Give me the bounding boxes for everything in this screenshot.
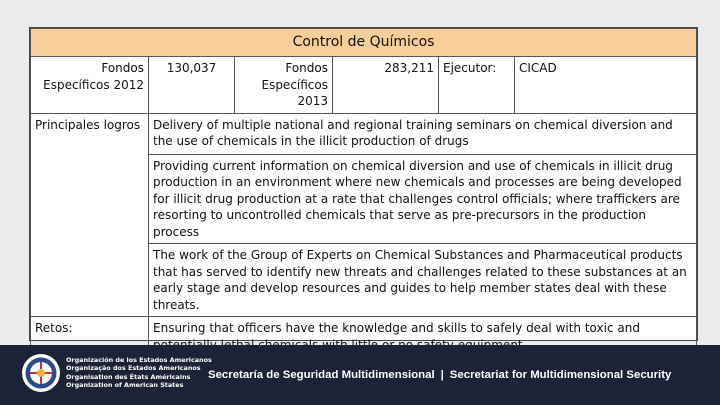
funds-2013-label: Fondos Específicos 2013 xyxy=(235,57,333,114)
achievement-row xyxy=(31,113,697,154)
oas-seal-icon xyxy=(21,353,61,393)
secretariat-title xyxy=(208,369,671,381)
funds-2013-value: 283,211 xyxy=(333,57,439,114)
table-title: Control de Químicos xyxy=(31,29,697,57)
secretariat-en: Secretariat for Multidimensional Security xyxy=(449,369,672,381)
org-name-es: Organización de los Estados Americanos xyxy=(66,356,212,364)
org-name-en: Organization of American States xyxy=(66,380,184,389)
org-name-fr: Organisation des États Américains xyxy=(66,372,191,381)
footer-banner xyxy=(0,345,720,405)
org-name-pt: Organização dos Estados Americanos xyxy=(66,364,201,373)
secretariat-es: Secretaría de Seguridad Multidimensional xyxy=(208,369,435,381)
funds-2012-label: Fondos Específicos 2012 xyxy=(31,57,149,114)
executor-value: CICAD xyxy=(515,57,697,114)
funds-2012-value: 130,037 xyxy=(149,57,235,114)
funds-row xyxy=(31,57,697,114)
executor-label: Ejecutor: xyxy=(439,57,515,114)
challenge-item: Ensuring that officers have the knowledge and skills to safely deal with toxic and xyxy=(149,317,697,360)
achievements-label: Principales logros xyxy=(31,113,149,317)
table-title-row xyxy=(31,29,697,57)
challenges-label: Retos: xyxy=(31,317,149,386)
org-names xyxy=(66,356,212,389)
achievement-item: The work of the Group of Experts on Chemical Substances and Pharmaceutical products that has served to identify new threats and challenges related to these substances at an early stage and develop resources and guides to help member states deal with these threats. xyxy=(149,244,697,317)
achievement-item: Delivery of multiple national and regional training seminars on chemical diversion and the use of chemicals in the illicit production of drugs xyxy=(149,113,697,154)
chemicals-control-table xyxy=(29,27,698,341)
secretariat-separator: | xyxy=(440,369,444,381)
achievement-item: Providing current information on chemical diversion and use of chemicals in illicit drug production in an environment where new chemicals and processes are being developed for illicit drug production at a rate that challenges control officials; where traffickers are resorting to uncontrolled chemicals that serve as pre-precursors in the production process xyxy=(149,154,697,244)
